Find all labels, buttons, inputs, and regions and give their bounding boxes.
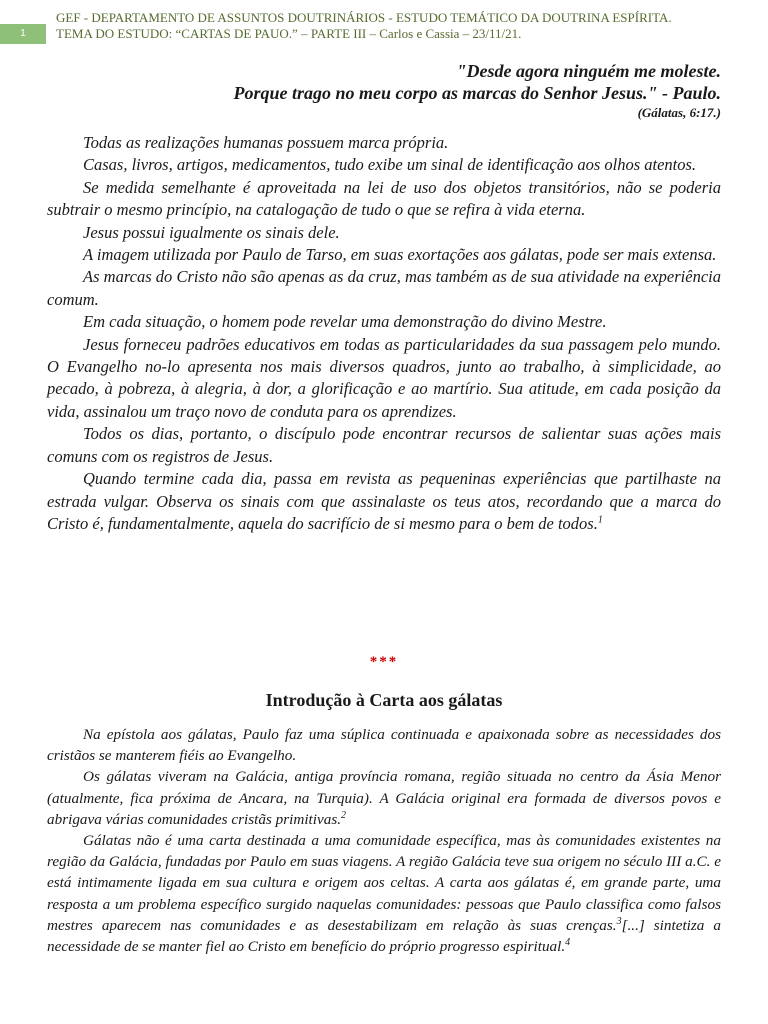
footnote-marker: 4 — [565, 936, 571, 948]
paragraph — [47, 830, 721, 957]
paragraph: Casas, livros, artigos, medicamentos, tudo exibe um sinal de identificação aos olhos atentos. — [83, 155, 697, 175]
paragraph-text: [...] sintetiza a necessidade de se manter fiel ao Cristo em benefício do próprio progresso espiritual. — [47, 916, 721, 956]
paragraph-text: Quando termine cada dia, passa em revista as pequeninas experiências que partilhaste na estrada vulgar. Observa os sinais com que assinalaste os teus atos, recordando que a marca do Cristo é, fundamentalmente, aquela do sacrifício de si mesmo para o bem de todos. — [47, 469, 721, 533]
page-header — [0, 10, 768, 46]
paragraph — [47, 468, 721, 535]
paragraph: Jesus possui igualmente os sinais dele. — [83, 222, 340, 242]
paragraph — [47, 766, 721, 830]
main-text — [47, 132, 721, 535]
paragraph: Na epístola aos gálatas, Paulo faz uma súplica continuada e apaixonada sobre as necessidades dos cristãos se manterem fiéis ao Evangelho. — [47, 726, 721, 765]
header-text — [56, 10, 672, 42]
paragraph: A imagem utilizada por Paulo de Tarso, em suas exortações aos gálatas, pode ser mais extensa. — [83, 245, 717, 265]
footnote-marker: 2 — [341, 809, 347, 821]
header-line-2: TEMA DO ESTUDO: “CARTAS DE PAUO.” – PARTE III – Carlos e Cassia – 23/11/21. — [56, 26, 522, 41]
paragraph: Todos os dias, portanto, o discípulo pode encontrar recursos de salientar suas ações mais comuns com os registros de Jesus. — [47, 424, 721, 466]
section-separator: *** — [369, 654, 399, 670]
footnote-marker: 1 — [597, 514, 603, 526]
epigraph-line-2: Porque trago no meu corpo as marcas do Senhor Jesus." - Paulo. — [233, 83, 721, 103]
section-title: Introdução à Carta aos gálatas — [265, 690, 503, 710]
paragraph: As marcas do Cristo não são apenas as da cruz, mas também as de sua atividade na experiência comum. — [47, 267, 721, 309]
header-line-1: GEF - DEPARTAMENTO DE ASSUNTOS DOUTRINÁRIOS - ESTUDO TEMÁTICO DA DOUTRINA ESPÍRITA. — [56, 10, 672, 25]
epigraph — [233, 60, 721, 122]
paragraph: Todas as realizações humanas possuem marca própria. — [83, 133, 449, 152]
paragraph: Em cada situação, o homem pode revelar uma demonstração do divino Mestre. — [83, 312, 607, 332]
epigraph-reference: (Gálatas, 6:17.) — [637, 105, 721, 120]
introduction-text — [47, 724, 721, 957]
page-number-badge: 1 — [0, 24, 46, 44]
paragraph-text: Os gálatas viveram na Galácia, antiga província romana, região situada no centro da Ásia Menor (atualmente, fica próxima de Ancara, na Turquia). A Galácia original era formada de diversos povos e abrigava várias comunidades cristãs primitivas. — [47, 768, 721, 828]
epigraph-line-1: "Desde agora ninguém me moleste. — [456, 61, 721, 81]
paragraph: Jesus forneceu padrões educativos em todas as particularidades da sua passagem pelo mundo. O Evangelho no-lo apresenta nos mais diversos quadros, junto ao trabalho, à simplicidade, ao pecado, à pobreza, à alegria, à dor, a glorificação e ao martírio. Sua atitude, em cada posição da vida, assinalou um traço novo de conduta para os aprendizes. — [47, 334, 721, 421]
footnote-marker: 3 — [616, 915, 622, 927]
paragraph-text: Gálatas não é uma carta destinada a uma comunidade específica, mas às comunidades existentes na região da Galácia, fundadas por Paulo em suas viagens. A região Galácia teve sua origem no século III a.C. e está intimamente ligada em sua cultura e origem aos celtas. A carta aos gálatas é, em grande parte, uma resposta a um problema específico surgido naquelas comunidades: pessoas que Paulo classifica como falsos mestres aparecem nas comunidades e as desestabilizam em relação às suas crenças. — [47, 832, 721, 934]
paragraph: Se medida semelhante é aproveitada na lei de uso dos objetos transitórios, não se poderia subtrair o mesmo princípio, na catalogação de tudo o que se refira à vida eterna. — [47, 177, 721, 220]
